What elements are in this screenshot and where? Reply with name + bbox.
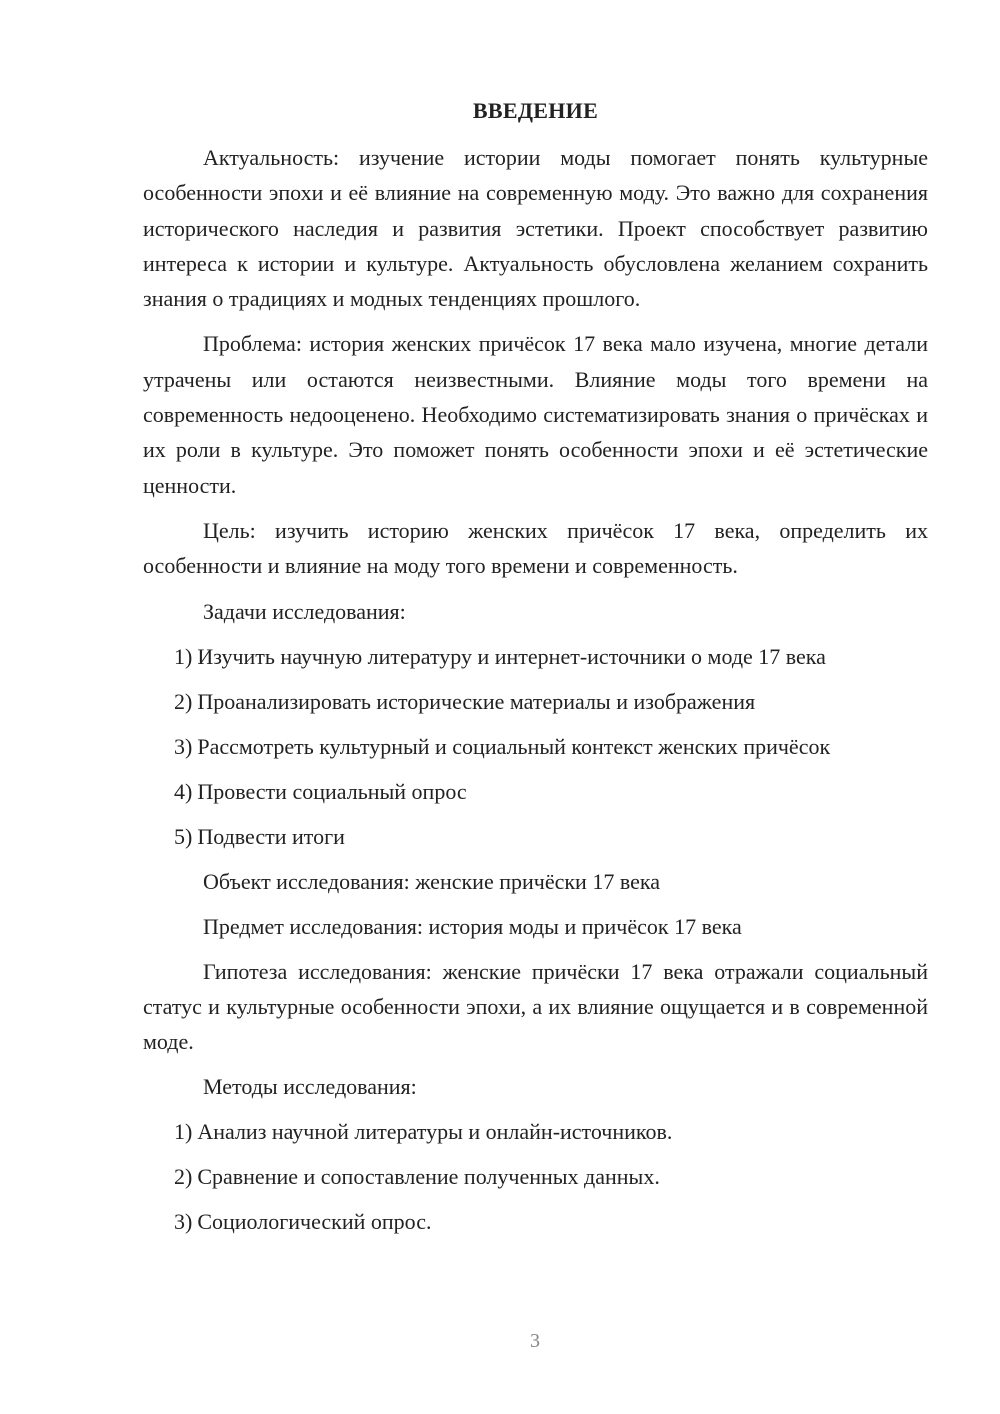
subject-line: Предмет исследования: история моды и причёсок 17 века [203, 913, 742, 939]
list-item-text: Сравнение и сопоставление полученных данных. [197, 1164, 660, 1190]
methods-heading: Методы исследования: [203, 1074, 417, 1100]
tasks-list [143, 639, 928, 854]
list-item-text: Проанализировать исторические материалы и изображения [197, 688, 756, 714]
page-title: ВВЕДЕНИЕ [472, 98, 599, 123]
list-item [143, 1159, 928, 1194]
list-item [143, 639, 928, 674]
list-item-text: Анализ научной литературы и онлайн-источников. [197, 1119, 673, 1145]
list-item-number: 5) [174, 823, 193, 849]
hypothesis-paragraph: Гипотеза исследования: женские причёски 17 века отражали социальный статус и культурные особенности эпохи, а их влияние ощущается и в современной моде. [143, 958, 928, 1055]
list-item-text: Провести социальный опрос [197, 778, 467, 804]
list-item-number: 2) [174, 1164, 193, 1190]
list-item-number: 1) [174, 643, 193, 669]
list-item [143, 729, 928, 764]
list-item-text: Рассмотреть культурный и социальный контекст женских причёсок [197, 733, 831, 759]
list-item-number: 3) [174, 733, 193, 759]
tasks-heading: Задачи исследования: [203, 598, 406, 624]
list-item-text: Изучить научную литературу и интернет-источники о моде 17 века [197, 643, 826, 669]
page-number: 3 [530, 1330, 540, 1352]
problem-paragraph: Проблема: история женских причёсок 17 века мало изучена, многие детали утрачены или остаются неизвестными. Влияние моды того времени на современность недооценено. Необходимо систематизировать знания о причёсках и их роли в культуре. Это поможет понять особенности эпохи и её эстетические ценности. [143, 331, 928, 498]
list-item-number: 4) [174, 778, 193, 804]
list-item-text: Подвести итоги [197, 823, 345, 849]
object-line: Объект исследования: женские причёски 17 века [203, 868, 660, 894]
list-item [143, 1114, 928, 1149]
methods-list [143, 1114, 928, 1239]
list-item [143, 819, 928, 854]
goal-paragraph: Цель: изучить историю женских причёсок 17 века, определить их особенности и влияние на моду того времени и современность. [143, 517, 928, 579]
list-item [143, 774, 928, 809]
relevance-paragraph: Актуальность: изучение истории моды помогает понять культурные особенности эпохи и её влияние на современную моду. Это важно для сохранения исторического наследия и развития эстетики. Проект способствует развитию интереса к истории и культуре. Актуальность обусловлена желанием сохранить знания о традициях и модных тенденциях прошлого. [143, 145, 928, 312]
page-content [143, 93, 928, 1249]
list-item-number: 1) [174, 1119, 193, 1145]
list-item [143, 684, 928, 719]
list-item-number: 3) [174, 1209, 193, 1235]
list-item-number: 2) [174, 688, 193, 714]
list-item-text: Социологический опрос. [197, 1209, 432, 1235]
list-item [143, 1204, 928, 1239]
